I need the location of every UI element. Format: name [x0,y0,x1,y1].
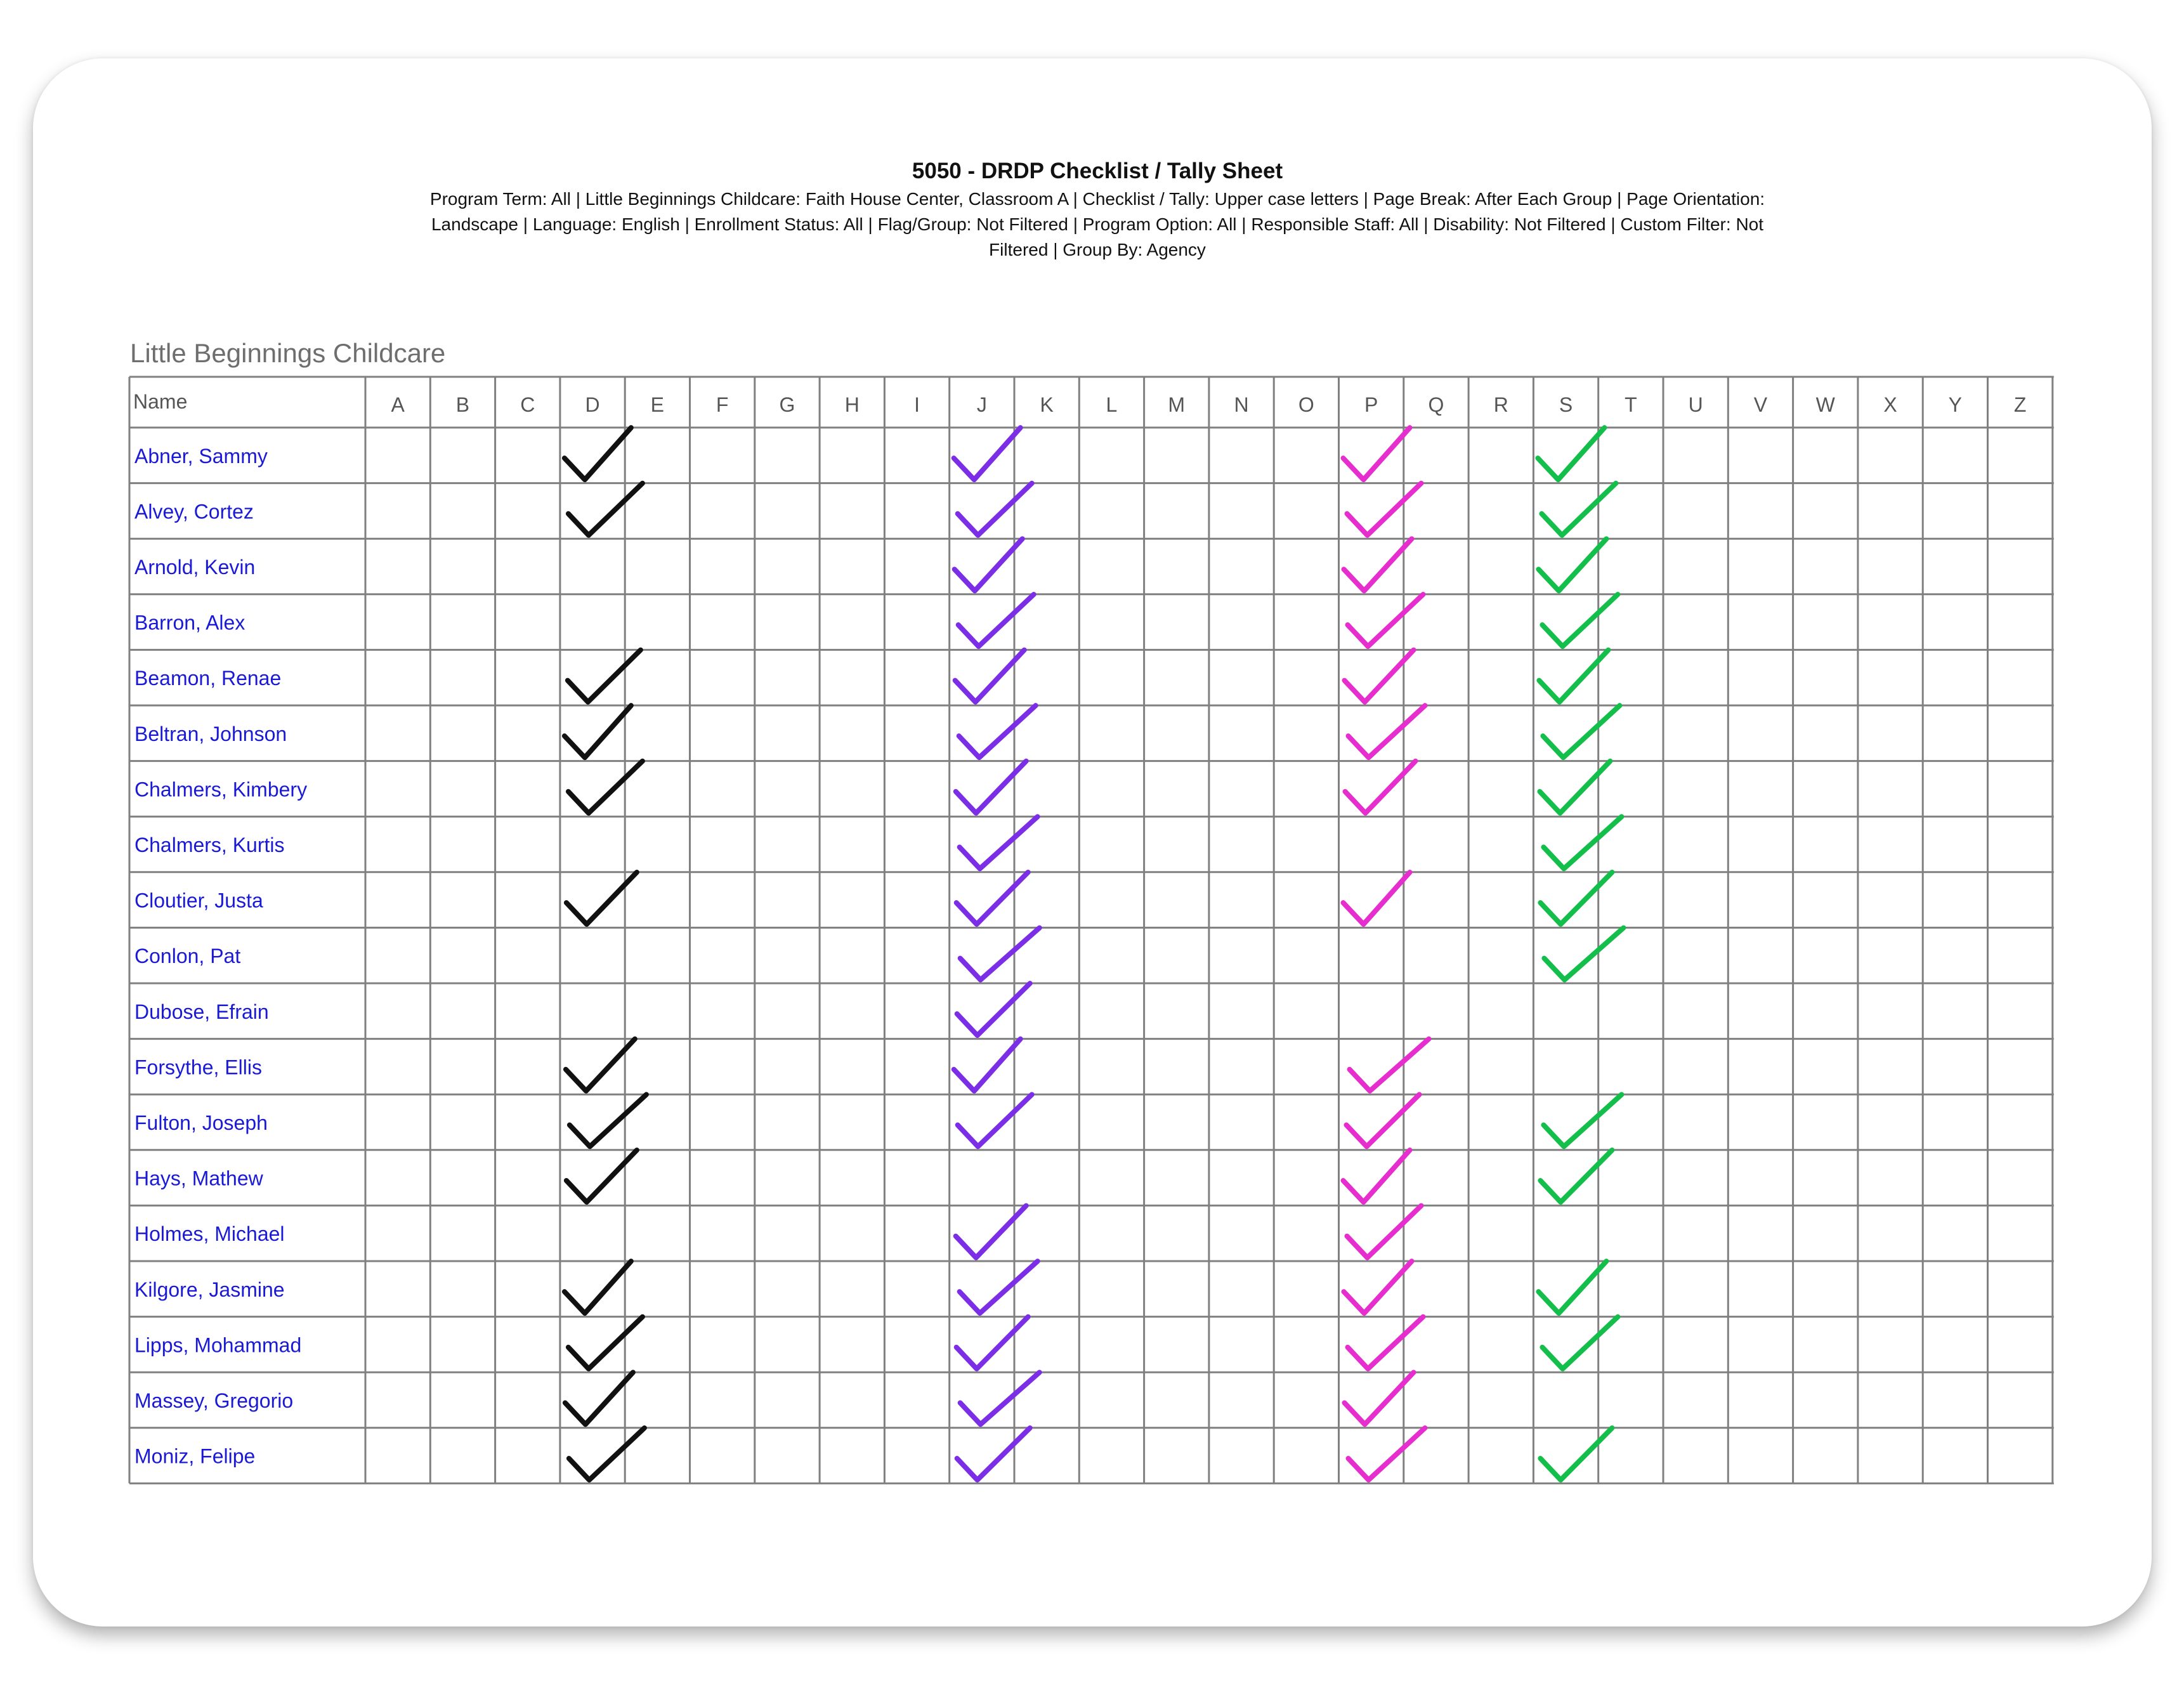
checkmark-green [1543,705,1619,757]
checkmark-magenta [1345,761,1416,813]
checkmark-purple [960,928,1040,980]
checkmark-magenta [1348,1317,1423,1369]
checkmark-black [566,1150,637,1202]
checkmark-purple [958,1094,1032,1146]
student-name: Abner, Sammy [134,444,268,468]
checkmark-magenta [1344,1261,1412,1313]
student-name: Holmes, Michael [134,1222,285,1246]
checkmark-purple [957,872,1028,924]
student-name: Cloutier, Justa [134,889,263,912]
checkmark-purple [958,594,1034,646]
group-heading: Little Beginnings Childcare [130,338,446,368]
checkmark-purple [956,1206,1026,1258]
checkmark-black [565,1261,631,1313]
column-header-a: A [391,393,405,416]
checkmark-magenta [1344,872,1410,924]
student-name: Chalmers, Kurtis [134,834,285,856]
column-header-g: G [779,393,795,416]
checkmark-magenta [1347,483,1422,535]
checkmark-black [568,650,641,702]
name-column-header: Name [133,390,188,413]
checkmark-magenta [1349,1428,1425,1480]
column-header-t: T [1625,393,1637,416]
column-header-p: P [1364,393,1378,416]
student-name: Dubose, Efrain [134,1000,269,1023]
student-name: Chalmers, Kimbery [134,778,308,801]
checkmark-magenta [1344,539,1412,591]
column-header-i: I [914,393,920,416]
column-header-c: C [520,393,535,416]
column-header-w: W [1815,393,1835,416]
checkmark-green [1542,594,1618,646]
student-name: Conlon, Pat [134,945,241,968]
student-name: Arnold, Kevin [134,556,256,579]
filter-line: Landscape | Language: English | Enrollment Status: All | Flag/Group: Not Filtered | Program Option: All | Responsible Staff: All | Disability: Not Filtered | Custom Filter: Not [431,214,1764,234]
checkmark-purple [955,539,1023,591]
column-header-r: R [1493,393,1508,416]
filter-line: Filtered | Group By: Agency [989,240,1206,259]
column-header-f: F [716,393,729,416]
student-name: Lipps, Mohammad [134,1333,302,1357]
checkmark-purple [954,428,1021,480]
column-header-y: Y [1948,393,1963,416]
column-header-l: L [1106,393,1118,416]
checkmark-green [1543,1094,1621,1146]
checkmark-green [1540,1150,1612,1202]
checkmark-green [1540,1428,1612,1480]
column-header-m: M [1168,393,1186,416]
checkmark-black [565,705,631,757]
checkmark-green [1544,928,1623,980]
checkmark-black [565,428,631,480]
checkmark-green [1543,816,1621,868]
column-header-j: J [976,393,987,416]
checkmark-green [1538,539,1606,591]
student-name: Alvey, Cortez [134,500,254,523]
column-header-d: D [585,393,600,416]
column-header-b: B [455,393,470,416]
checkmark-magenta [1344,1150,1410,1202]
checkmark-purple [957,983,1030,1035]
checkmark-green [1542,1317,1618,1369]
checkmark-green [1541,483,1616,535]
checkmark-magenta [1348,594,1423,646]
column-header-o: O [1298,393,1314,416]
checkmark-purple [959,705,1036,757]
checkmark-green [1540,761,1610,813]
column-header-e: E [650,393,665,416]
checkmark-black [569,1428,644,1480]
checkmark-purple [957,1428,1030,1480]
checkmark-magenta [1349,705,1425,757]
checkmark-magenta [1347,1094,1420,1146]
student-name: Beamon, Renae [134,667,282,690]
checkmark-purple [957,1317,1028,1369]
column-header-k: K [1040,393,1054,416]
column-header-h: H [844,393,860,416]
checkmark-magenta [1350,1039,1429,1091]
checkmark-magenta [1344,428,1410,480]
student-name: Kilgore, Jasmine [134,1278,285,1301]
checkmark-magenta [1347,1206,1422,1258]
checkmark-black [565,1372,633,1424]
student-name: Forsythe, Ellis [134,1056,262,1079]
checkmark-black [568,483,643,535]
checkmark-purple [958,483,1032,535]
checkmark-green [1540,872,1612,924]
filter-line: Program Term: All | Little Beginnings Childcare: Faith House Center, Classroom A | Checklist / Tally: Upper case letters | Page Break: After Each Group | Page Orientation: [429,189,1765,209]
column-header-n: N [1234,393,1249,416]
checkmark-black [568,761,643,813]
student-name: Barron, Alex [134,611,245,634]
column-header-s: S [1559,393,1573,416]
checkmark-purple [960,816,1038,868]
column-header-u: U [1688,393,1703,416]
student-name: Massey, Gregorio [134,1389,294,1412]
column-header-x: X [1883,393,1897,416]
checkmark-green [1538,1261,1606,1313]
checkmark-purple [960,1372,1040,1424]
checkmark-purple [956,761,1026,813]
checkmark-black [570,1094,646,1146]
student-name: Hays, Mathew [134,1167,263,1190]
report-title: 5050 - DRDP Checklist / Tally Sheet [912,159,1283,183]
student-name: Moniz, Felipe [134,1444,256,1468]
checkmark-purple [954,1039,1021,1091]
checkmark-green [1538,428,1604,480]
column-header-q: Q [1428,393,1444,416]
checkmark-black [566,872,637,924]
checkmark-black [568,1317,643,1369]
column-header-v: V [1753,393,1768,416]
student-name: Fulton, Joseph [134,1111,268,1134]
checkmark-purple [960,1261,1038,1313]
column-header-z: Z [2013,393,2027,416]
student-name: Beltran, Johnson [134,722,287,745]
